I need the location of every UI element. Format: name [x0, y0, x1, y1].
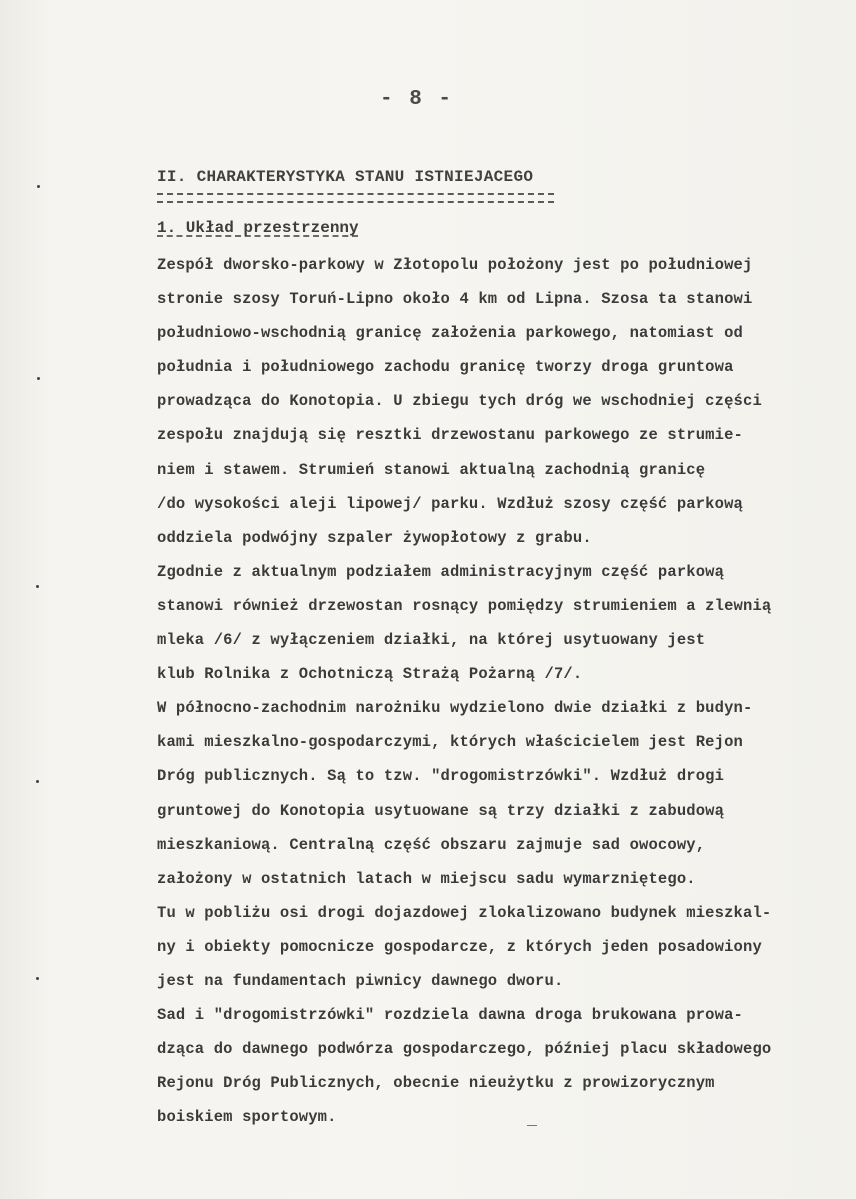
- text-line: mleka /6/ z wyłączeniem działki, na której usytuowany jest: [157, 631, 706, 650]
- text-line: klub Rolnika z Ochotniczą Strażą Pożarną /7/.: [157, 665, 583, 684]
- text-line: /do wysokości aleji lipowej/ parku. Wzdłuż szosy część parkową: [157, 494, 743, 513]
- text-line: zespołu znajdują się resztki drzewostanu parkowego ze strumie-: [157, 426, 743, 445]
- double-underline-rule: [157, 193, 554, 203]
- text-line: południowo-wschodnią granicę założenia parkowego, natomiast od: [157, 324, 743, 343]
- text-line: prowadząca do Konotopia. U zbiegu tych dróg we wschodniej części: [157, 392, 762, 411]
- margin-speck: [36, 585, 39, 588]
- text-line: boiskiem sportowym.: [157, 1108, 337, 1127]
- text-line: Tu w pobliżu osi drogi dojazdowej zlokalizowano budynek mieszkal-: [157, 903, 772, 922]
- text-line: Dróg publicznych. Są to tzw. "drogomistrzówki". Wzdłuż drogi: [157, 767, 725, 786]
- margin-speck: [36, 977, 39, 980]
- margin-speck: [36, 780, 39, 783]
- page-number: - 8 -: [380, 88, 454, 111]
- text-line: kami mieszkalno-gospodarczymi, których właścicielem jest Rejon: [157, 733, 743, 752]
- text-line: południa i południowego zachodu granicę tworzy droga gruntowa: [157, 358, 734, 377]
- body-text: [157, 251, 847, 1137]
- section-heading: II. CHARAKTERYSTYKA STANU ISTNIEJACEGO: [157, 168, 534, 186]
- text-line: W północno-zachodnim narożniku wydzielono dwie działki z budyn-: [157, 699, 753, 718]
- text-line: stanowi również drzewostan rosnący pomiędzy strumieniem a zlewnią: [157, 596, 772, 615]
- margin-speck: [37, 377, 40, 380]
- text-line: Sad i "drogomistrzówki" rozdziela dawna droga brukowana prowa-: [157, 1006, 743, 1025]
- text-line: mieszkaniową. Centralną część obszaru zajmuje sad owocowy,: [157, 835, 706, 854]
- stray-mark: [527, 1125, 537, 1126]
- text-line: założony w ostatnich latach w miejscu sadu wymarzniętego.: [157, 869, 696, 888]
- text-line: ny i obiekty pomocnicze gospodarcze, z których jeden posadowiony: [157, 937, 762, 956]
- text-line: Zgodnie z aktualnym podziałem administracyjnym część parkową: [157, 562, 725, 581]
- text-line: Rejonu Dróg Publicznych, obecnie nieużytku z prowizorycznym: [157, 1074, 715, 1093]
- text-line: jest na fundamentach piwnicy dawnego dworu.: [157, 971, 564, 990]
- subsection-heading: 1. Układ przestrzenny: [157, 219, 359, 237]
- margin-speck: [37, 185, 40, 188]
- text-line: niem i stawem. Strumień stanowi aktualną zachodnią granicę: [157, 460, 706, 479]
- text-line: dząca do dawnego podwórza gospodarczego, później placu składowego: [157, 1040, 772, 1059]
- text-line: stronie szosy Toruń-Lipno około 4 km od Lipna. Szosa ta stanowi: [157, 290, 753, 309]
- text-line: oddziela podwójny szpaler żywopłotowy z grabu.: [157, 528, 592, 547]
- text-line: gruntowej do Konotopia usytuowane są trzy działki z zabudową: [157, 801, 725, 820]
- text-line: Zespół dworsko-parkowy w Złotopolu położony jest po południowej: [157, 256, 753, 274]
